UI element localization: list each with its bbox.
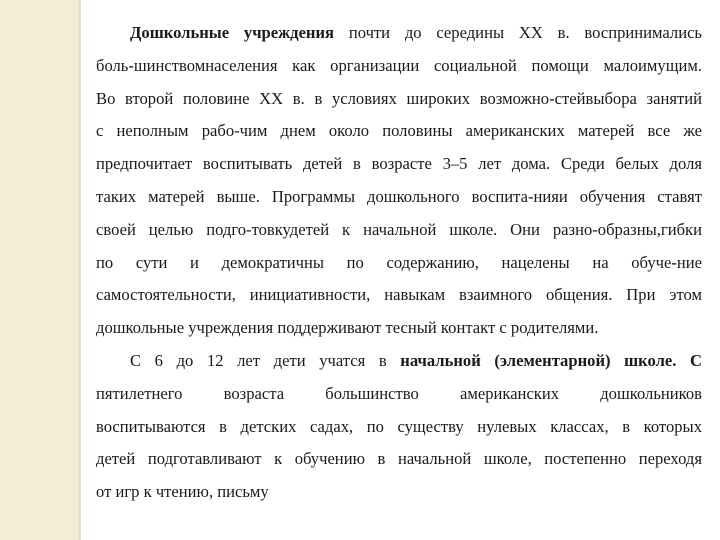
paragraph-2-line-5: от игр к чтению, письму xyxy=(96,482,269,502)
bold-lead-term: Дошкольные учреждения xyxy=(130,23,335,42)
paragraph-1-line-7: своей целью подго-товкудетей к начальной школе. Они разно-образны,гибки xyxy=(96,219,702,239)
paragraph-1-line-10: дошкольные учреждения поддерживают тесный контакт с родителями. xyxy=(96,318,599,338)
paragraph-2-line-3: воспитываются в детских садах, по существу нулевых классах, в которых xyxy=(96,416,702,436)
paragraph-1-line-5: предпочитает воспитывать детей в возрасте 3–5 лет дома. Среди белых доля xyxy=(96,154,702,174)
paragraph-1-line-8: по сути и демократичны по содержанию, нацелены на обуче-ние xyxy=(96,252,702,272)
paragraph-1-line-2: боль-шинствомнаселения как организации социальной помощи малоимущим. xyxy=(96,55,702,75)
paragraph-1-line-1 xyxy=(96,17,702,50)
paragraph-2-line-1 xyxy=(96,345,702,378)
left-decorative-bar xyxy=(0,0,78,540)
paragraph-1-line-3: Во второй половине XX в. в условиях широких возможно-стейвыбора занятий xyxy=(96,88,702,108)
document-body xyxy=(96,17,702,509)
left-bar-edge xyxy=(78,0,81,540)
bold-term: начальной (элементарной) школе xyxy=(400,350,673,370)
paragraph-2-line-2: пятилетнего возраста большинство американских дошкольников xyxy=(96,383,702,403)
line-text: С 6 до 12 лет дети учатся в xyxy=(130,350,401,370)
bold-suffix: . С xyxy=(672,350,702,370)
line-text: почти до середины XX в. воспринимались xyxy=(334,23,703,42)
paragraph-1-line-6: таких матерей выше. Программы дошкольного воспита-нияи обучения ставят xyxy=(96,186,702,206)
paragraph-1-line-4: с неполным рабо-чим днем около половины американских матерей все же xyxy=(96,121,702,141)
paragraph-1-line-9: самостоятельности, инициативности, навыкам взаимного общения. При этом xyxy=(96,285,702,305)
paragraph-2-line-4: детей подготавливают к обучению в начальной школе, постепенно переходя xyxy=(96,449,702,469)
